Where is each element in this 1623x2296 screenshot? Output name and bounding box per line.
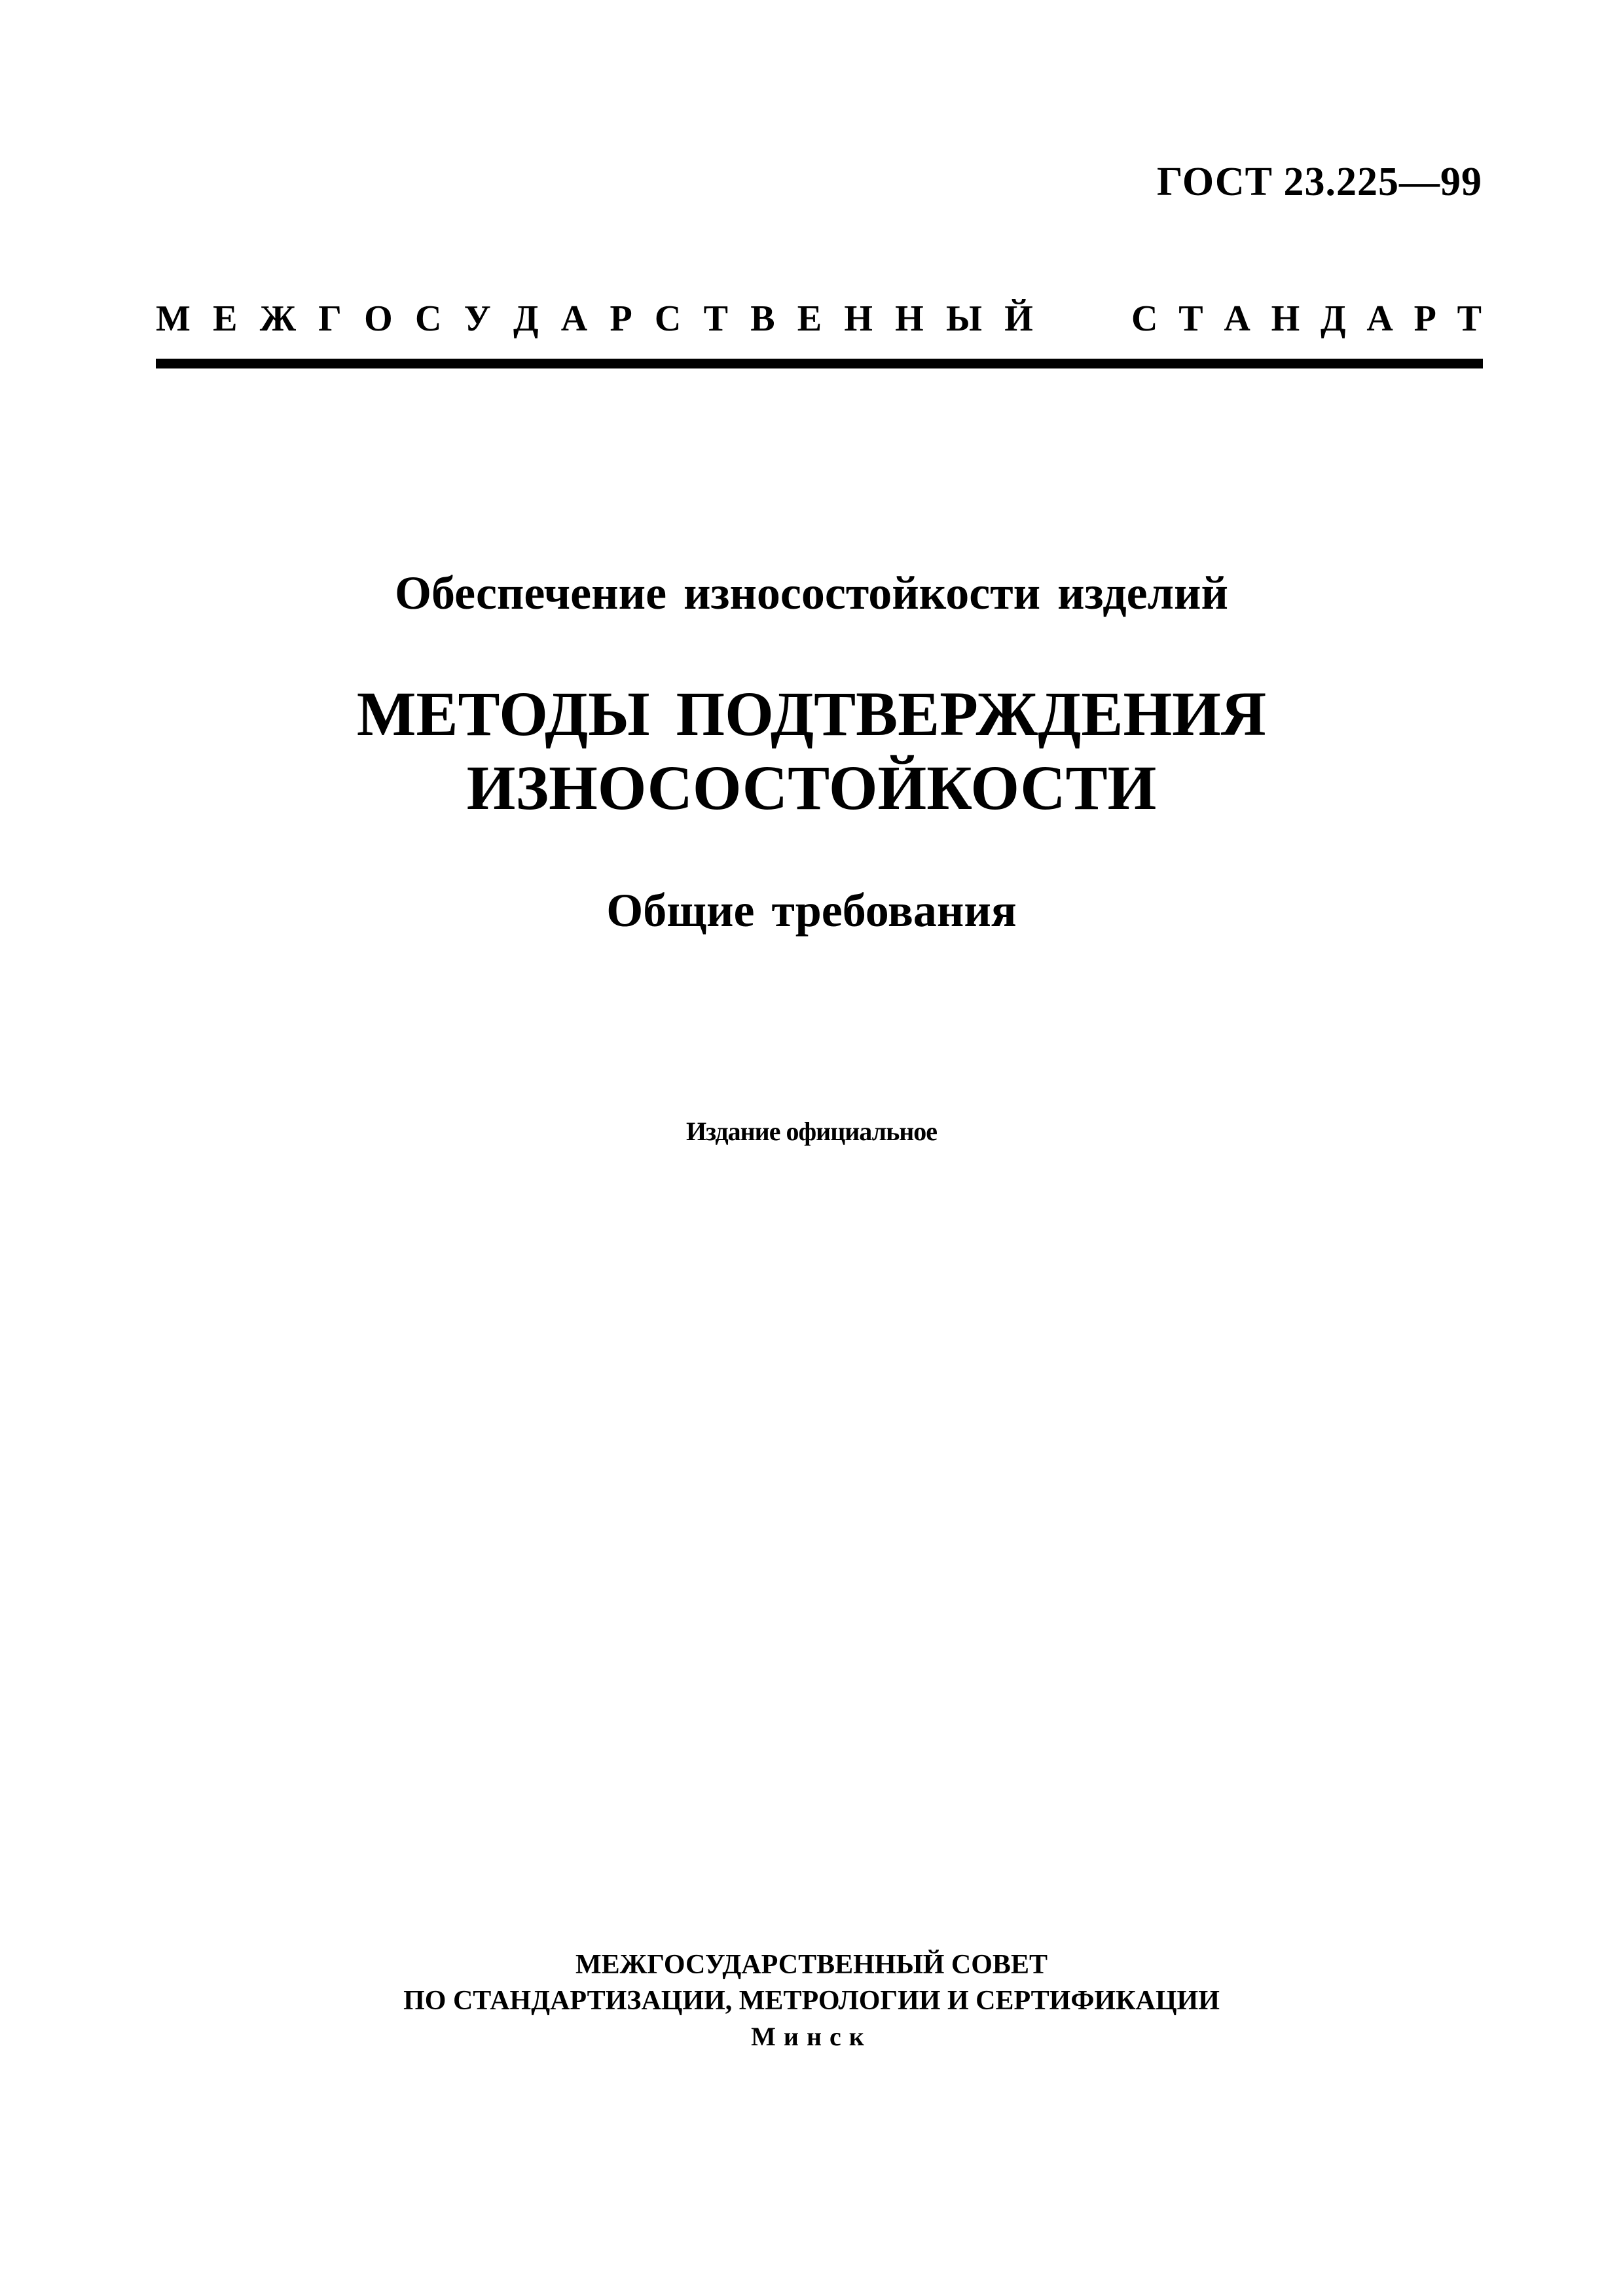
- banner-letter: А: [1224, 298, 1250, 339]
- standard-type-word-2: [1131, 298, 1482, 340]
- banner-letter: Т: [703, 298, 728, 339]
- publisher-city: Минск: [751, 2022, 872, 2051]
- banner-letter: С: [1131, 298, 1158, 339]
- banner-letter: Т: [1457, 298, 1482, 339]
- banner-letter: М: [156, 298, 191, 339]
- document-number: ГОСТ 23.225—99: [1156, 160, 1482, 204]
- banner-letter: В: [750, 298, 775, 339]
- banner-letter: Ж: [259, 298, 297, 339]
- banner-letter: Е: [797, 298, 822, 339]
- banner-letter: О: [364, 298, 393, 339]
- main-title-line-1: МЕТОДЫ ПОДТВЕРЖДЕНИЯ: [356, 679, 1267, 749]
- banner-letter: Н: [1271, 298, 1300, 339]
- publisher-line-2: ПО СТАНДАРТИЗАЦИИ, МЕТРОЛОГИИ И СЕРТИФИКАЦИИ: [403, 1986, 1220, 2016]
- banner-letter: А: [560, 298, 588, 339]
- banner-letter: Р: [1413, 298, 1436, 339]
- banner-letter: Д: [1321, 298, 1346, 339]
- banner-letter: А: [1366, 298, 1393, 339]
- banner-letter: Т: [1178, 298, 1203, 339]
- banner-letter: Ы: [945, 298, 982, 339]
- banner-letter: Г: [318, 298, 342, 339]
- standard-type-banner: [156, 298, 1482, 340]
- banner-letter: С: [654, 298, 682, 339]
- standard-type-word-1: [156, 298, 1033, 340]
- banner-letter: Н: [895, 298, 924, 339]
- edition-note: Издание официальное: [685, 1117, 938, 1146]
- banner-letter: Е: [213, 298, 238, 339]
- header-rule: [156, 359, 1483, 368]
- banner-letter: Н: [844, 298, 873, 339]
- banner-letter: С: [414, 298, 442, 339]
- subtitle: Общие требования: [606, 884, 1017, 937]
- banner-letter: Й: [1004, 298, 1033, 339]
- banner-letter: Р: [610, 298, 632, 339]
- banner-letter: Д: [513, 298, 539, 339]
- series-title: Обеспечение износостойкости изделий: [395, 567, 1228, 619]
- banner-letter: У: [464, 298, 491, 339]
- main-title-line-2: ИЗНОСОСТОЙКОСТИ: [466, 753, 1157, 823]
- publisher-line-1: МЕЖГОСУДАРСТВЕННЫЙ СОВЕТ: [575, 1950, 1048, 1980]
